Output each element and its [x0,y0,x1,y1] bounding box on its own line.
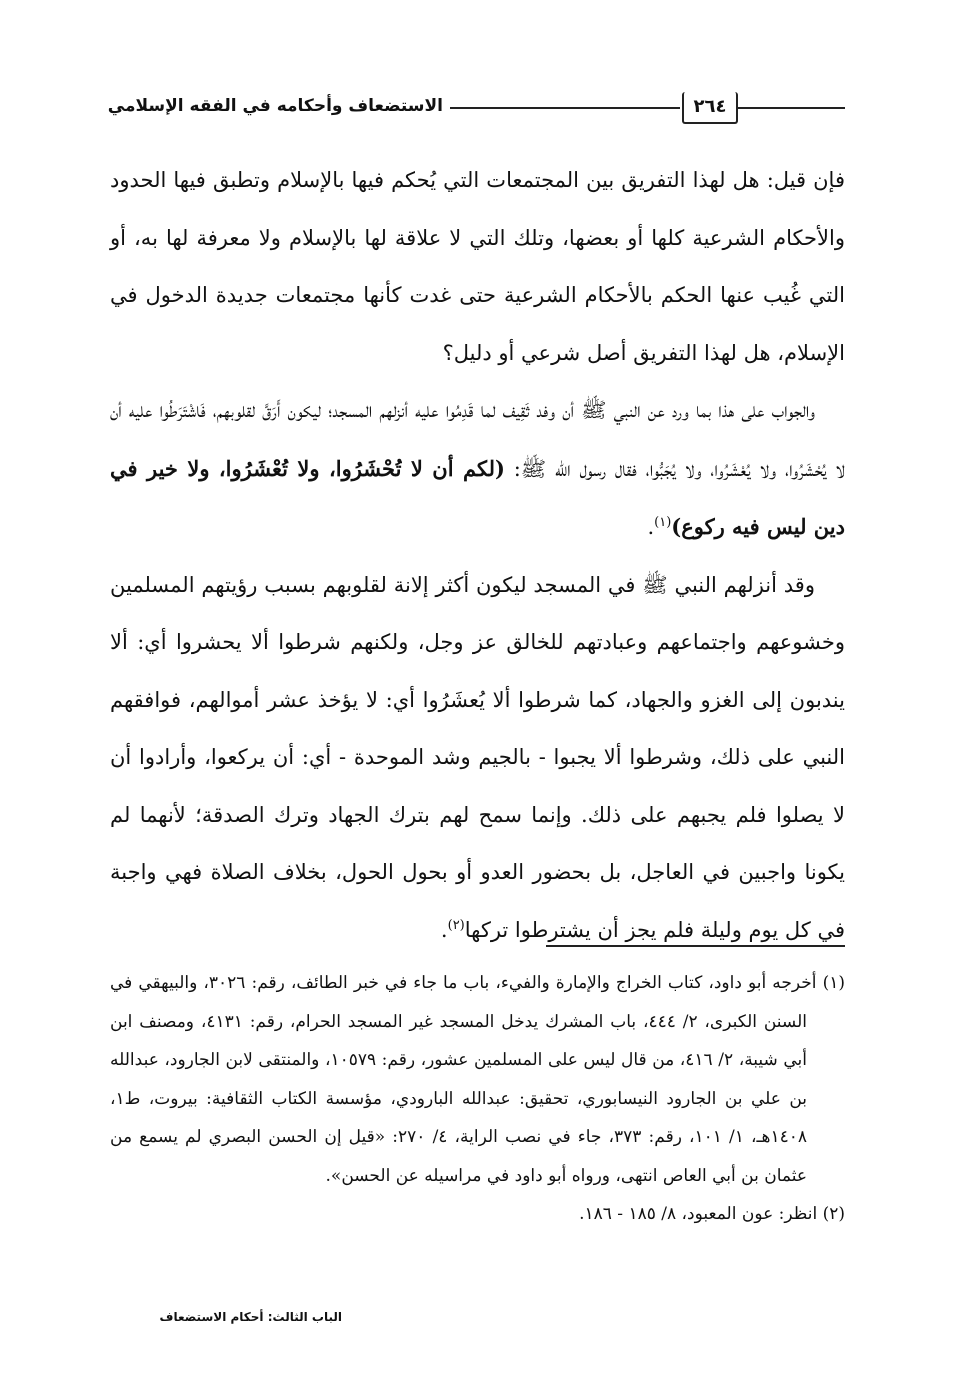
answer-text: والجواب على هذا بما ورد عن النبي ﷺ أن وفد ثَقِيف لما قَدِمُوا عليه أنزلهم المسجد؛ ليكون أَرَقَّ لقلوبهم، فَاشْتَرَطُوا عليه أن لا يُحْشَرُوا، ولا يُعْشَرُوا، ولا يُجَبُّوا، فقال رسول الله ﷺ: [110,398,845,481]
footnotes [110,964,845,1234]
paragraph-explanation [110,557,845,960]
hadith-quote: (لكم أن لا تُحْشَرُوا، ولا تُعْشَرُوا، ولا خير في دين ليس فيه ركوع) [110,455,845,539]
explanation-end: . [440,917,448,942]
main-text [110,152,845,959]
answer-end: . [647,515,655,539]
paragraph-question: فإن قيل: هل لهذا التفريق بين المجتمعات التي يُحكم فيها بالإسلام وتطبق فيها الحدود والأحكام الشرعية كلها أو بعضها، وتلك التي لا علاقة لها بالإسلام ولا معرفة لها به، أو التي غُيب عنها الحكم بالأحكام الشرعية حتى غدت كأنها مجتمعات جديدة الدخول في الإسلام، هل لهذا التفريق أصل شرعي أو دليل؟ [110,168,845,365]
page-number: ٢٦٤ [682,92,738,124]
running-header-title: الاستضعاف وأحكامه في الفقه الإسلامي [107,96,443,116]
header-rule-left [450,107,680,109]
explanation-text: وقد أنزلهم النبي ﷺ في المسجد ليكون أكثر إلانة لقلوبهم بسبب رؤيتهم المسلمين وخشوعهم واجتماعهم وعبادتهم للخالق عز وجل، ولكنهم شرطوا ألا يحشروا أي: ألا يندبون إلى الغزو والجهاد، كما شرطوا ألا يُعشَرُوا أي: لا يؤخذ عشر أموالهم، فوافقهم النبي على ذلك، وشرطوا ألا يجبوا - بالجيم وشد الموحدة - أي: أن يركعوا، وأرادوا أن لا يصلوا فلم يجبهم على ذلك. وإنما سمح لهم بترك الجهاد وترك الصدقة؛ لأنهما لم يكونا واجبين في العاجل، بل بحضور العدو أو بحول الحول، بخلاف الصلاة فهي واجبة في كل يوم وليلة فلم يجز أن يشترطوا تركها [110,572,845,942]
footnote-ref-1: (١) [654,515,672,530]
paragraph-answer [110,382,845,557]
header-rule-right [738,107,845,109]
footnote-ref-2: (٢) [447,917,465,933]
page-footer-section: الباب الثالث: أحكام الاستضعاف [159,1310,342,1324]
footnote-separator [546,945,845,947]
footnote-2: (٢) انظر: عون المعبود، ٨/ ١٨٥ - ١٨٦. [579,1204,845,1224]
footnote-1: (١) أخرجه أبو داود، كتاب الخراج والإمارة والفيء، باب ما جاء في خبر الطائف، رقم: ٣٠٢٦، والبيهقي في السنن الكبرى، ٢/ ٤٤٤، باب المشرك يدخل المسجد غير المسجد الحرام، رقم: ٤١٣١، ومصنف ابن أبي شيبة، ٢/ ٤١٦، من قال ليس على المسلمين عشور، رقم: ١٠٥٧٩، والمنتقى لابن الجارود، عبدالله بن علي بن الجارود النيسابوري، تحقيق: عبدالله البارودي، مؤسسة الكتاب الثقافية: بيروت، ط١، ١٤٠٨هـ، ١/ ١٠١، رقم: ٣٧٣، جاء في نصب الراية، ٤/ ٢٧٠: «قيل إن الحسن البصري لم يسمع من عثمان بن أبي العاص انتهى، ورواه أبو داود في مراسيله عن الحسن». [110,973,845,1186]
